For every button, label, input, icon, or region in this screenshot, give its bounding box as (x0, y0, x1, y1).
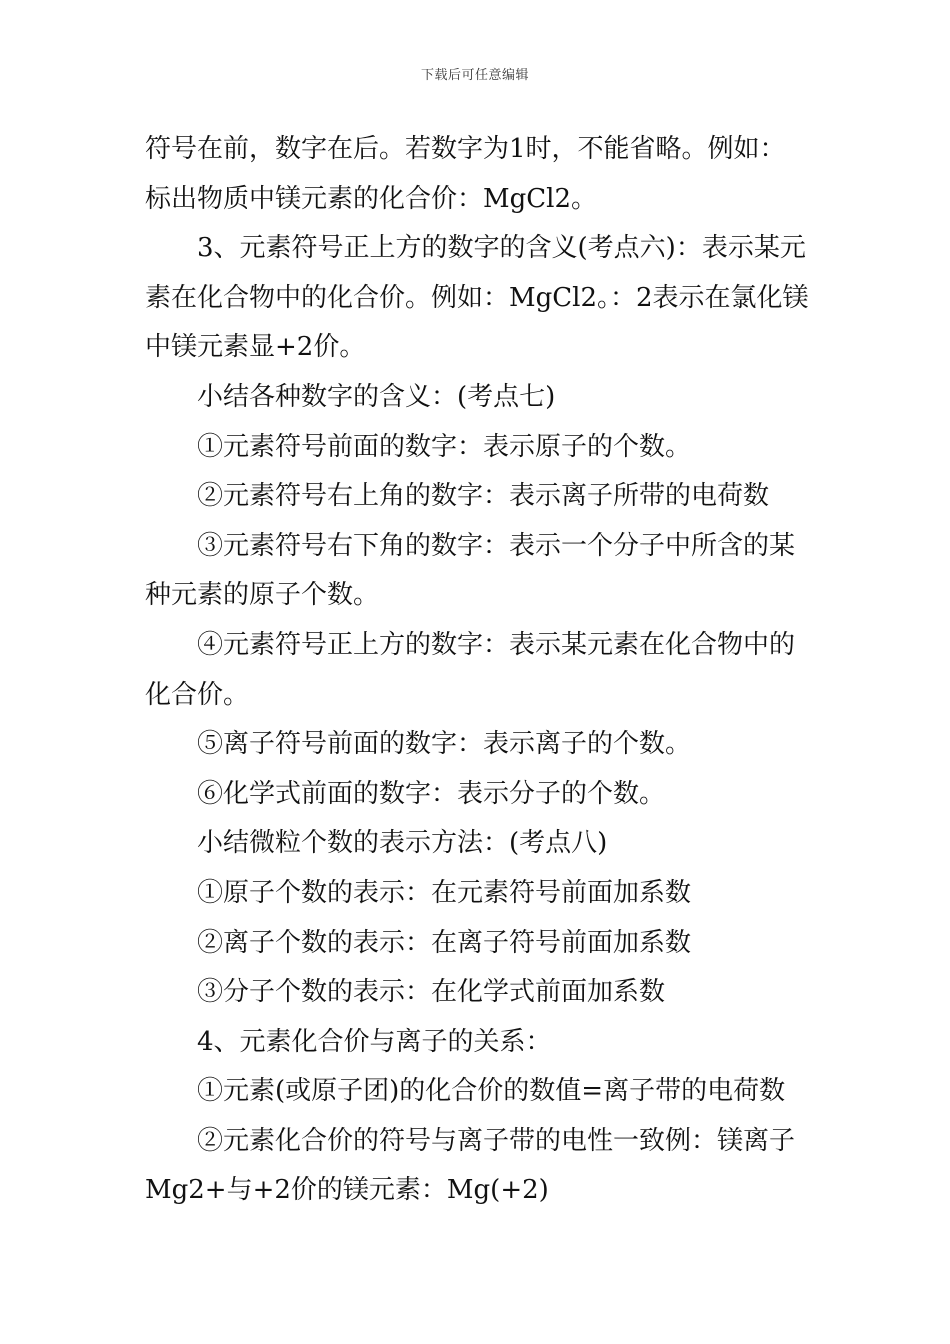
paragraph-12: ②离子个数的表示：在离子符号前面加系数 (197, 927, 692, 958)
paragraph-7: ④元素符号正上方的数字：表示某元素在化合物中的化合价。 (145, 629, 796, 710)
paragraph-11: ①原子个数的表示：在元素符号前面加系数 (197, 877, 692, 908)
paragraph-15: ①元素(或原子团)的化合价的数值=离子带的电荷数 (197, 1076, 786, 1107)
paragraph-3: 小结各种数字的含义：(考点七) (197, 381, 556, 412)
paragraph-4: ①元素符号前面的数字：表示原子的个数。 (197, 431, 692, 462)
paragraph-2: 3、元素符号正上方的数字的含义(考点六)：表示某元素在化合物中的化合价。例如：MgCl2。：2表示在氯化镁中镁元素显+2价。 (145, 233, 809, 363)
paragraph-9: ⑥化学式前面的数字：表示分子的个数。 (197, 778, 666, 809)
paragraph-13: ③分子个数的表示：在化学式前面加系数 (197, 977, 666, 1008)
paragraph-14: 4、元素化合价与离子的关系： (197, 1026, 552, 1057)
paragraph-1: 符号在前，数字在后。若数字为1时，不能省略。例如：标出物质中镁元素的化合价：MgCl2。 (145, 134, 786, 214)
page-header: 下载后可任意编辑 (420, 68, 529, 83)
paragraph-16: ②元素化合价的符号与离子带的电性一致例：镁离子Mg2+与+2价的镁元素：Mg(+2) (145, 1125, 796, 1206)
paragraph-8: ⑤离子符号前面的数字：表示离子的个数。 (197, 729, 692, 760)
paragraph-10: 小结微粒个数的表示方法：(考点八) (197, 828, 608, 859)
document-body (145, 125, 810, 1216)
paragraph-6: ③元素符号右下角的数字：表示一个分子中所含的某种元素的原子个数。 (145, 530, 796, 611)
paragraph-5: ②元素符号右上角的数字：表示离子所带的电荷数 (197, 481, 770, 512)
